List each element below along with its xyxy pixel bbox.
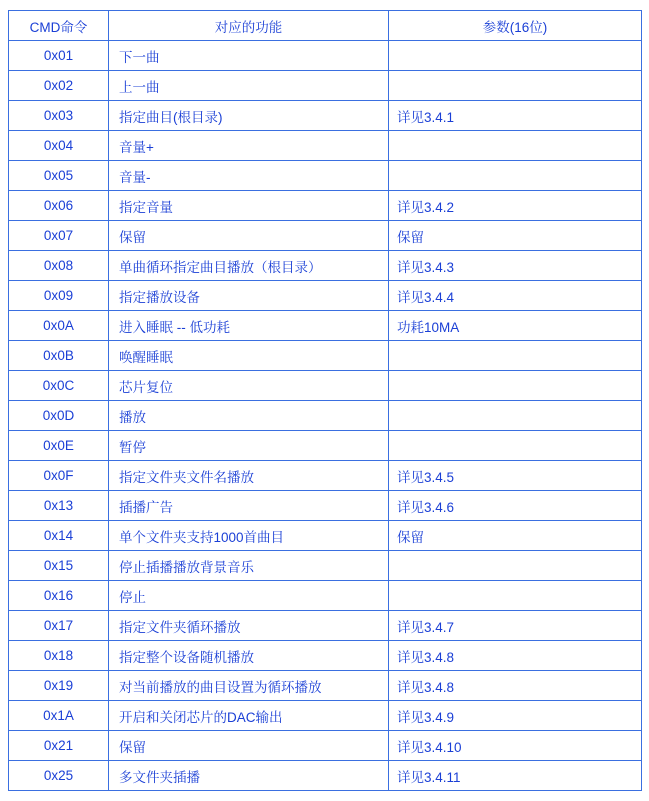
cell-function: 对当前播放的曲目设置为循环播放: [109, 671, 389, 701]
cell-param: 详见3.4.10: [389, 731, 642, 761]
table-row: [9, 521, 642, 551]
cell-cmd: 0x18: [9, 641, 109, 671]
cell-function: 下一曲: [109, 41, 389, 71]
cell-cmd: 0x0F: [9, 461, 109, 491]
cell-function: 指定音量: [109, 191, 389, 221]
cell-cmd: 0x25: [9, 761, 109, 791]
table-row: [9, 491, 642, 521]
cell-param: [389, 371, 642, 401]
column-header-cmd: CMD命令: [9, 11, 109, 41]
cell-param: 详见3.4.7: [389, 611, 642, 641]
cell-param: [389, 341, 642, 371]
cell-function: 进入睡眠 -- 低功耗: [109, 311, 389, 341]
cell-param: 保留: [389, 521, 642, 551]
table-row: [9, 431, 642, 461]
table-row: [9, 761, 642, 791]
column-header-param: 参数(16位): [389, 11, 642, 41]
cell-param: [389, 551, 642, 581]
cell-param: 详见3.4.2: [389, 191, 642, 221]
cell-function: 保留: [109, 221, 389, 251]
table-row: [9, 581, 642, 611]
cell-function: 指定播放设备: [109, 281, 389, 311]
cell-cmd: 0x1A: [9, 701, 109, 731]
cell-cmd: 0x01: [9, 41, 109, 71]
table-row: [9, 671, 642, 701]
cell-param: 详见3.4.4: [389, 281, 642, 311]
cell-cmd: 0x15: [9, 551, 109, 581]
table-header-row: [9, 11, 642, 41]
table-row: [9, 371, 642, 401]
cell-function: 指定曲目(根目录): [109, 101, 389, 131]
cell-function: 播放: [109, 401, 389, 431]
table-row: [9, 71, 642, 101]
cell-cmd: 0x14: [9, 521, 109, 551]
cell-param: 详见3.4.8: [389, 641, 642, 671]
cell-param: 详见3.4.11: [389, 761, 642, 791]
table-row: [9, 461, 642, 491]
table-body: [9, 41, 642, 791]
cell-function: 唤醒睡眠: [109, 341, 389, 371]
cell-param: 详见3.4.6: [389, 491, 642, 521]
table-row: [9, 251, 642, 281]
cell-cmd: 0x21: [9, 731, 109, 761]
cell-function: 音量+: [109, 131, 389, 161]
cell-cmd: 0x17: [9, 611, 109, 641]
table-row: [9, 41, 642, 71]
cell-cmd: 0x19: [9, 671, 109, 701]
cell-function: 停止插播播放背景音乐: [109, 551, 389, 581]
table-row: [9, 161, 642, 191]
cell-cmd: 0x04: [9, 131, 109, 161]
cell-cmd: 0x0D: [9, 401, 109, 431]
cell-param: 详见3.4.3: [389, 251, 642, 281]
command-table: [8, 10, 642, 791]
cell-param: [389, 431, 642, 461]
table-row: [9, 731, 642, 761]
cell-function: 单个文件夹支持1000首曲目: [109, 521, 389, 551]
cell-function: 停止: [109, 581, 389, 611]
cell-function: 插播广告: [109, 491, 389, 521]
cell-param: 详见3.4.5: [389, 461, 642, 491]
table-row: [9, 191, 642, 221]
cell-function: 指定文件夹循环播放: [109, 611, 389, 641]
cell-cmd: 0x0B: [9, 341, 109, 371]
cell-cmd: 0x13: [9, 491, 109, 521]
cell-function: 音量-: [109, 161, 389, 191]
table-row: [9, 311, 642, 341]
cell-cmd: 0x07: [9, 221, 109, 251]
cell-cmd: 0x0A: [9, 311, 109, 341]
cell-cmd: 0x08: [9, 251, 109, 281]
cell-cmd: 0x0E: [9, 431, 109, 461]
column-header-function: 对应的功能: [109, 11, 389, 41]
table-row: [9, 401, 642, 431]
cell-param: [389, 161, 642, 191]
cell-function: 多文件夹插播: [109, 761, 389, 791]
cell-param: 详见3.4.8: [389, 671, 642, 701]
table-row: [9, 611, 642, 641]
cell-param: [389, 41, 642, 71]
cell-function: 单曲循环指定曲目播放（根目录）: [109, 251, 389, 281]
table-row: [9, 101, 642, 131]
cell-param: 保留: [389, 221, 642, 251]
cell-param: [389, 71, 642, 101]
cell-cmd: 0x02: [9, 71, 109, 101]
cell-function: 指定整个设备随机播放: [109, 641, 389, 671]
cell-cmd: 0x09: [9, 281, 109, 311]
cell-function: 暂停: [109, 431, 389, 461]
table-row: [9, 701, 642, 731]
cell-param: 功耗10MA: [389, 311, 642, 341]
cell-param: 详见3.4.9: [389, 701, 642, 731]
cell-function: 芯片复位: [109, 371, 389, 401]
table-header: [9, 11, 642, 41]
table-row: [9, 641, 642, 671]
cell-param: 详见3.4.1: [389, 101, 642, 131]
table-row: [9, 551, 642, 581]
cell-cmd: 0x03: [9, 101, 109, 131]
cell-function: 保留: [109, 731, 389, 761]
table-row: [9, 341, 642, 371]
table-row: [9, 131, 642, 161]
cell-cmd: 0x06: [9, 191, 109, 221]
cell-function: 开启和关闭芯片的DAC输出: [109, 701, 389, 731]
cell-cmd: 0x05: [9, 161, 109, 191]
cell-function: 上一曲: [109, 71, 389, 101]
table-row: [9, 281, 642, 311]
table-row: [9, 221, 642, 251]
cell-function: 指定文件夹文件名播放: [109, 461, 389, 491]
cell-cmd: 0x0C: [9, 371, 109, 401]
cell-param: [389, 131, 642, 161]
cell-cmd: 0x16: [9, 581, 109, 611]
cell-param: [389, 581, 642, 611]
cell-param: [389, 401, 642, 431]
